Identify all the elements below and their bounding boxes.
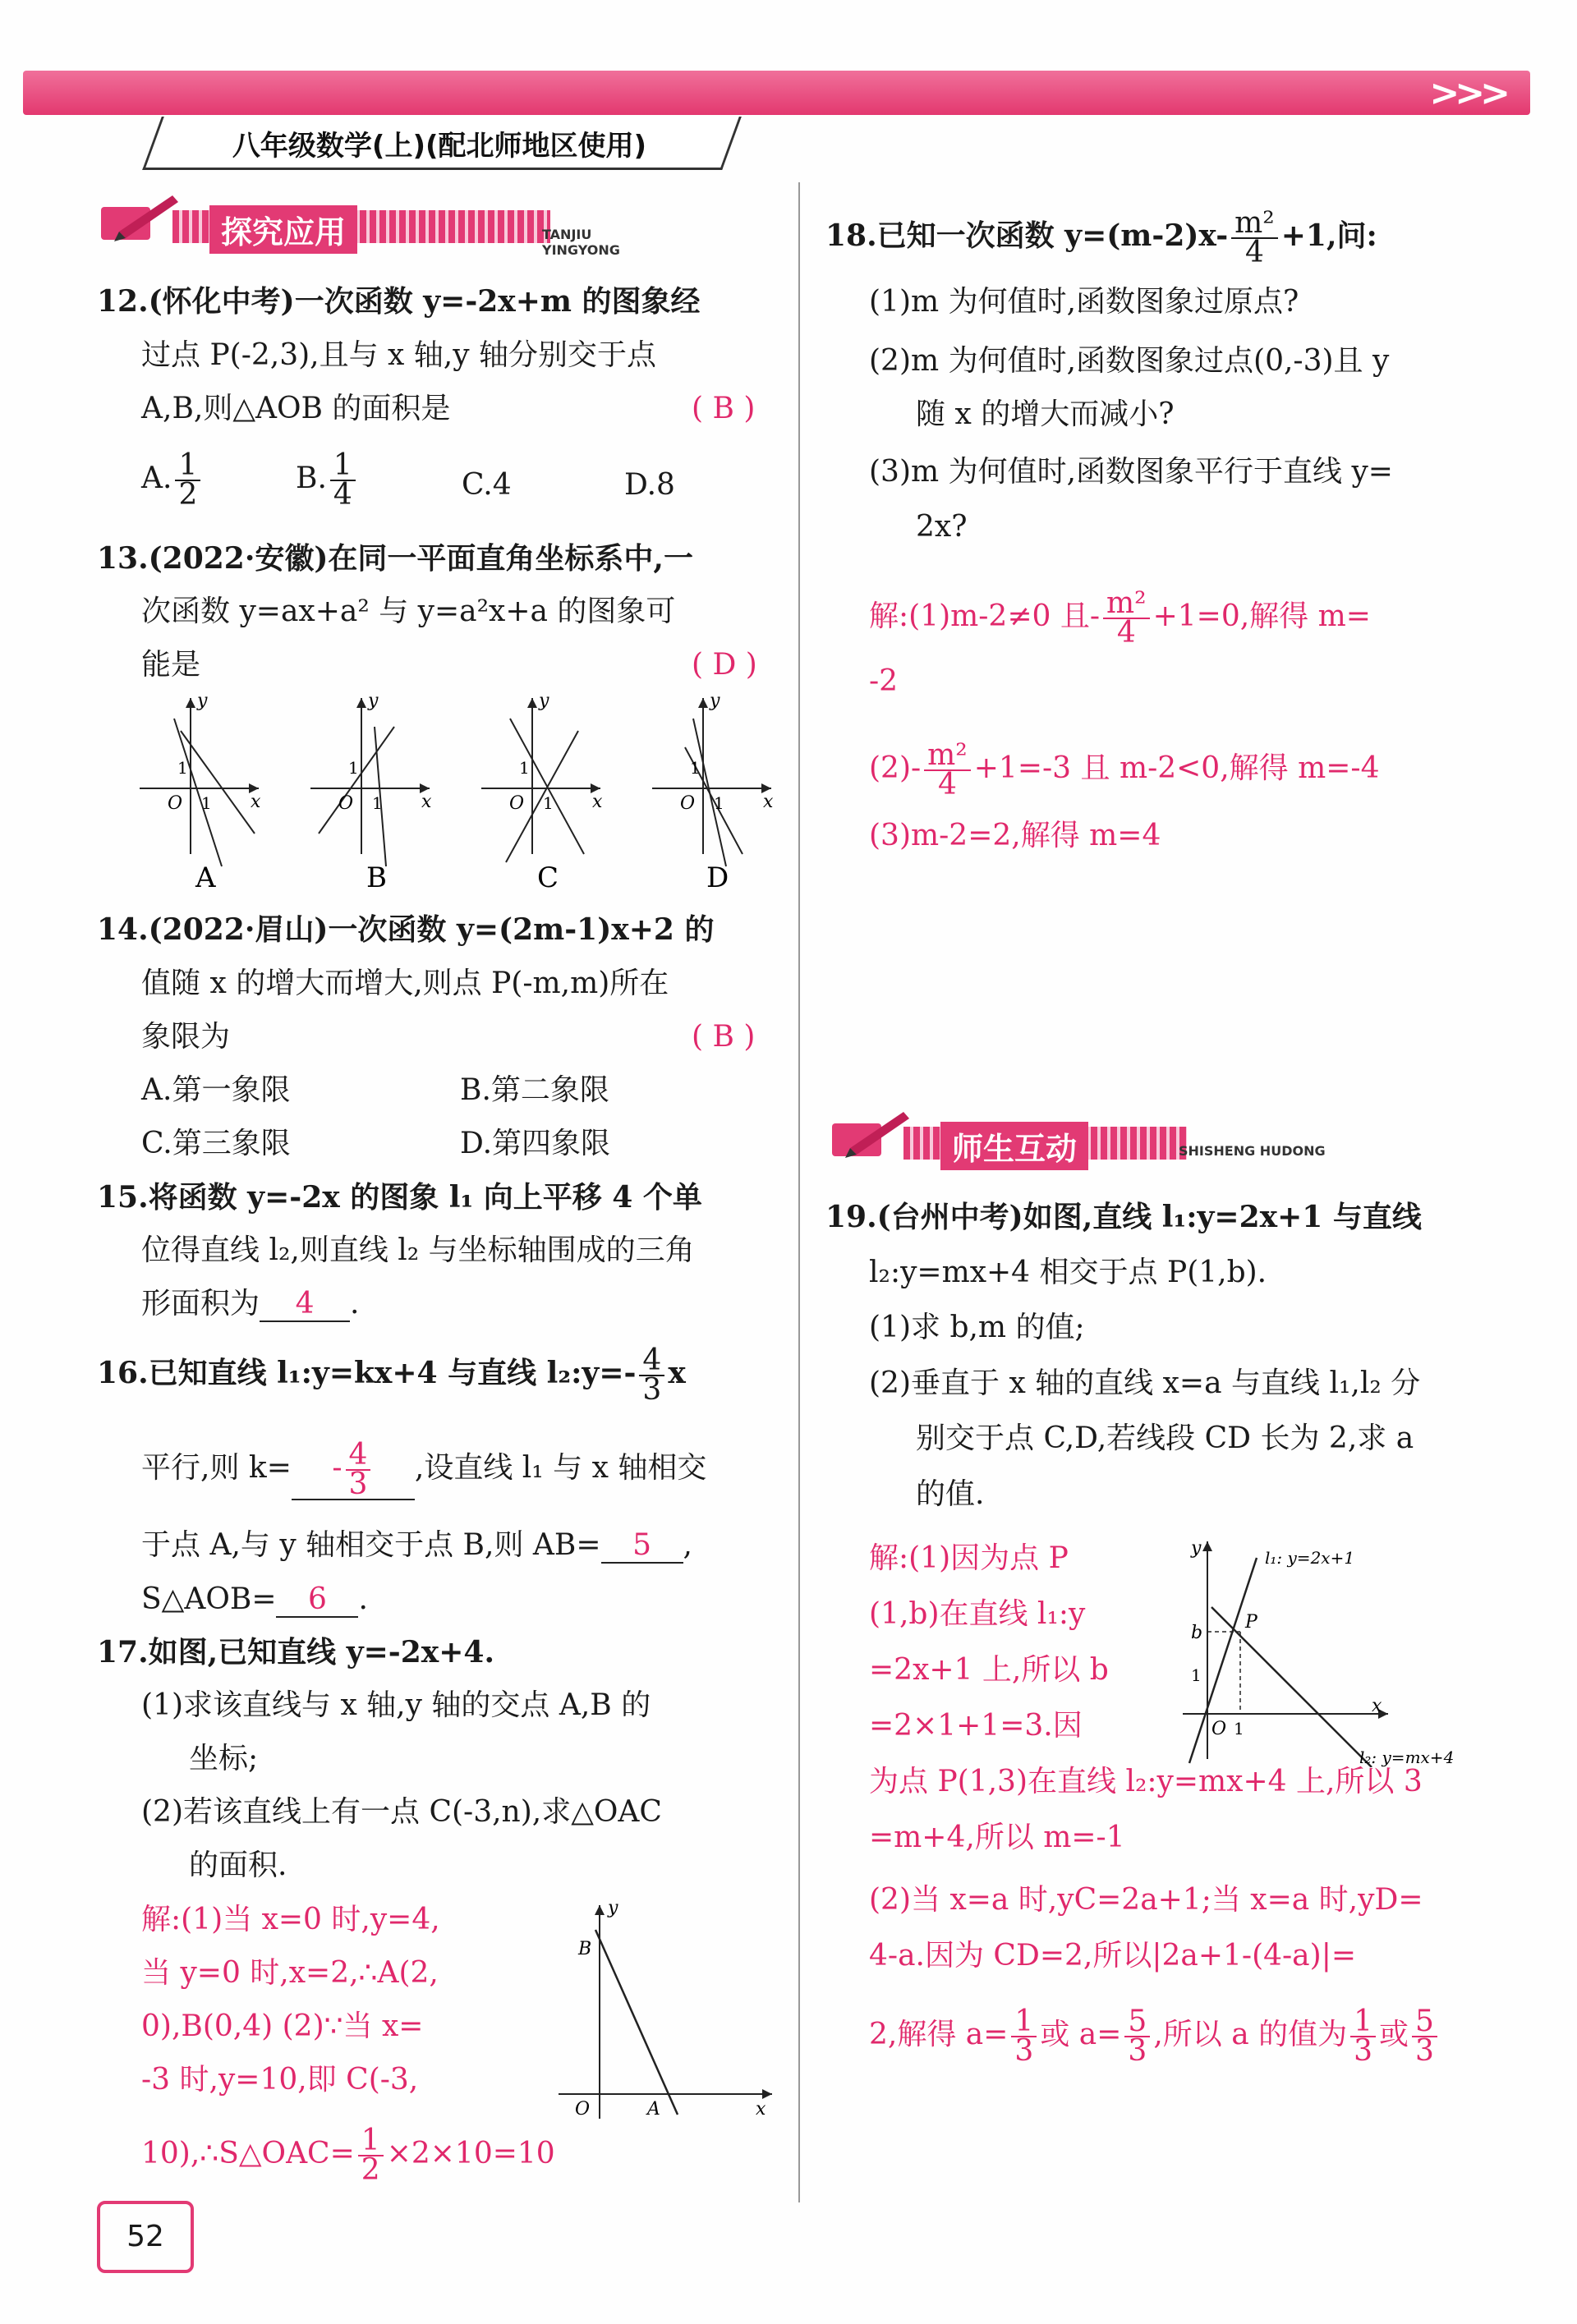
q18-sol2: (2)- $\frac{\text{m²}}{4}$ +1=-3 且 m-2<0,解得 m=-4 (869, 738, 1380, 801)
q18-part3a: (3)m 为何值时,函数图象平行于直线 y= (869, 455, 1393, 489)
q13-line2: 次函数 y=ax+a² 与 y=a²x+a 的图象可 (141, 595, 676, 628)
svg-text:x: x (1372, 1696, 1382, 1716)
svg-text:1: 1 (201, 793, 212, 813)
q17-line4: (2)若该直线上有一点 C(-3,n),求△OAC (141, 1795, 662, 1829)
svg-text:A: A (647, 2099, 660, 2120)
q12-line1: 12.(怀化中考)一次函数 y=-2x+m 的图象经 (97, 284, 701, 319)
q13-label-d: D (706, 861, 729, 894)
q14-option-a: A.第一象限 (141, 1073, 291, 1107)
q16-line4: S△AOB= 6 . (141, 1582, 368, 1616)
q19-sol5: 为点 P(1,3)在直线 l₂:y=mx+4 上,所以 3 (869, 1765, 1423, 1798)
q19-part2b: 别交于点 C,D,若线段 CD 长为 2,求 a (916, 1421, 1414, 1455)
q17-sol1: 解:(1)当 x=0 时,y=4, (141, 1903, 440, 1936)
svg-text:1: 1 (1191, 1665, 1202, 1685)
q17-sol5: 10),∴S△OAC= $\frac{1}{2}$ ×2×10=10 (141, 2124, 555, 2187)
q14-answer: ( B ) (692, 1020, 756, 1054)
svg-text:l₁: y=2x+1: l₁: y=2x+1 (1265, 1548, 1355, 1568)
q19-sol2: (1,b)在直线 l₁:y (869, 1597, 1086, 1631)
q18-sol3: (3)m-2=2,解得 m=4 (869, 819, 1161, 852)
pen-icon (825, 1107, 912, 1164)
q17-sol4: -3 时,y=10,即 C(-3, (141, 2063, 419, 2097)
q15-line1: 15.将函数 y=-2x 的图象 l₁ 向上平移 4 个单 (97, 1180, 702, 1215)
q13-graph-d (652, 691, 774, 866)
pen-icon (94, 191, 181, 248)
q17-line2: (1)求该直线与 x 轴,y 轴的交点 A,B 的 (141, 1688, 651, 1722)
q19-line1: 19.(台州中考)如图,直线 l₁:y=2x+1 与直线 (825, 1200, 1422, 1234)
q12-answer: ( B ) (692, 392, 756, 425)
q16-line2: 平行,则 k= - $\frac{4}{3}$ ,设直线 l₁ 与 x 轴相交 (141, 1438, 707, 1501)
book-subtitle: 八年级数学(上)(配北师地区使用) (232, 130, 647, 163)
svg-text:l₂: y=mx+4: l₂: y=mx+4 (1359, 1748, 1455, 1767)
svg-text:1: 1 (690, 758, 701, 778)
q12-option-d: D.8 (624, 468, 675, 502)
svg-text:O: O (338, 793, 354, 814)
q18-part2a: (2)m 为何值时,函数图象过点(0,-3)且 y (869, 344, 1390, 378)
q13-graph-a (140, 691, 261, 866)
q18-sol1b: -2 (869, 664, 899, 698)
page-number: 52 (97, 2201, 194, 2273)
svg-text:y: y (1191, 1538, 1202, 1559)
svg-text:x: x (421, 792, 432, 812)
svg-text:1: 1 (348, 758, 359, 778)
q13-graph-c (481, 691, 603, 862)
svg-text:1: 1 (372, 793, 383, 813)
svg-text:1: 1 (177, 758, 188, 778)
svg-text:y: y (368, 691, 379, 711)
q14-option-c: C.第三象限 (141, 1127, 291, 1160)
q17-line5: 的面积. (189, 1849, 287, 1882)
q16-area-answer: 6 (276, 1583, 358, 1618)
svg-text:y: y (197, 691, 208, 711)
q18-part3b: 2x? (916, 510, 968, 544)
q13-line1: 13.(2022·安徽)在同一平面直角坐标系中,一 (97, 541, 693, 576)
q19-figure (1166, 1529, 1511, 1767)
svg-text:O: O (680, 793, 696, 814)
svg-text:b: b (1191, 1623, 1203, 1643)
q14-line1: 14.(2022·眉山)一次函数 y=(2m-1)x+2 的 (97, 912, 715, 947)
q18-part2b: 随 x 的增大而减小? (916, 397, 1175, 431)
q14-option-b: B.第二象限 (460, 1073, 609, 1107)
q15-line3: 形面积为 4 . (141, 1287, 360, 1320)
q19-sol4: =2×1+1=3.因 (869, 1709, 1083, 1743)
q18-line1: 18.已知一次函数 y=(m-2)x- $\frac{\text{m²}}{4}$ +1,问: (825, 206, 1377, 269)
q18-part1: (1)m 为何值时,函数图象过原点? (869, 285, 1299, 319)
svg-text:1: 1 (714, 793, 724, 813)
svg-text:1: 1 (543, 793, 554, 813)
q14-line3: 象限为 (141, 1020, 231, 1054)
svg-text:x: x (251, 792, 261, 812)
q17-line3: 坐标; (189, 1742, 259, 1775)
q12-line3: A,B,则△AOB 的面积是 (141, 392, 451, 425)
svg-text:1: 1 (1234, 1719, 1244, 1738)
q12-line2: 过点 P(-2,3),且与 x 轴,y 轴分别交于点 (141, 338, 657, 372)
q13-label-c: C (537, 861, 559, 894)
q17-line1: 17.如图,已知直线 y=-2x+4. (97, 1635, 494, 1670)
svg-text:P: P (1245, 1612, 1257, 1633)
q18-sol1: 解:(1)m-2≠0 且- $\frac{\text{m²}}{4}$ +1=0,解得 m= (869, 586, 1371, 650)
q19-sol8: 4-a.因为 CD=2,所以|2a+1-(4-a)|= (869, 1939, 1356, 1973)
q14-option-d: D.第四象限 (460, 1127, 611, 1160)
svg-text:y: y (710, 691, 720, 711)
section-title: 师生互动 (940, 1122, 1088, 1170)
q17-figure (550, 1889, 780, 2127)
svg-text:x: x (756, 2099, 766, 2120)
q16-k-answer: - $\frac{4}{3}$ (292, 1441, 415, 1500)
q19-sol7: (2)当 x=a 时,yC=2a+1;当 x=a 时,yD= (869, 1883, 1423, 1917)
q14-line2: 值随 x 的增大而增大,则点 P(-m,m)所在 (141, 967, 669, 1000)
section-pinyin: TANJIU YINGYONG (542, 227, 620, 258)
q19-sol6: =m+4,所以 m=-1 (869, 1821, 1125, 1854)
q16-line1: 16.已知直线 l₁:y=kx+4 与直线 l₂:y=- $\frac{4}{3}$ x (97, 1343, 686, 1407)
svg-text:B: B (578, 1939, 592, 1959)
q15-answer: 4 (260, 1288, 350, 1322)
q19-part2a: (2)垂直于 x 轴的直线 x=a 与直线 l₁,l₂ 分 (869, 1366, 1421, 1400)
header-banner (23, 71, 1530, 115)
q15-line2: 位得直线 l₂,则直线 l₂ 与坐标轴围成的三角 (141, 1233, 695, 1267)
svg-text:O: O (1211, 1719, 1227, 1739)
section-interact-header (825, 1107, 1400, 1167)
section-pinyin: SHISHENG HUDONG (1179, 1143, 1326, 1159)
svg-text:x: x (763, 792, 774, 812)
svg-text:y: y (539, 691, 549, 711)
q17-sol3: 0),B(0,4) (2)∵当 x= (141, 2009, 424, 2043)
q17-sol2: 当 y=0 时,x=2,∴A(2, (141, 1956, 439, 1990)
q19-part2c: 的值. (916, 1477, 985, 1511)
q19-sol9: 2,解得 a= $\frac{1}{3}$ 或 a= $\frac{5}{3}$ ,所以 a 的值为 $\frac{1}{3}$ 或 $\frac{5}{3}$ (869, 2008, 1441, 2065)
svg-text:x: x (592, 792, 603, 812)
q16-line3: 于点 A,与 y 轴相交于点 B,则 AB= 5 , (141, 1528, 692, 1562)
q13-label-b: B (366, 861, 387, 894)
q19-sol1: 解:(1)因为点 P (869, 1541, 1069, 1575)
q12-option-a: A. $\frac{1}{2}$ (141, 452, 204, 509)
section-explore-header (94, 191, 669, 258)
q19-line2: l₂:y=mx+4 相交于点 P(1,b). (869, 1256, 1267, 1289)
q12-option-b: B. $\frac{1}{4}$ (296, 452, 359, 509)
column-divider (798, 182, 800, 2202)
q13-graph-b (310, 691, 432, 866)
q13-line3: 能是 (141, 648, 201, 682)
q19-part1: (1)求 b,m 的值; (869, 1311, 1085, 1344)
q13-answer: ( D ) (692, 648, 757, 682)
section-title: 探究应用 (209, 205, 357, 254)
q13-graphs (131, 690, 788, 903)
q12-option-c: C.4 (462, 468, 512, 502)
q13-label-a: A (195, 861, 216, 894)
svg-text:1: 1 (519, 758, 530, 778)
svg-text:O: O (509, 793, 525, 814)
svg-text:O: O (575, 2099, 591, 2120)
q16-ab-answer: 5 (601, 1529, 683, 1564)
chevron-icon: >>> (1429, 72, 1506, 114)
svg-text:y: y (608, 1898, 618, 1918)
q19-sol3: =2x+1 上,所以 b (869, 1653, 1109, 1687)
svg-text:O: O (168, 793, 183, 814)
